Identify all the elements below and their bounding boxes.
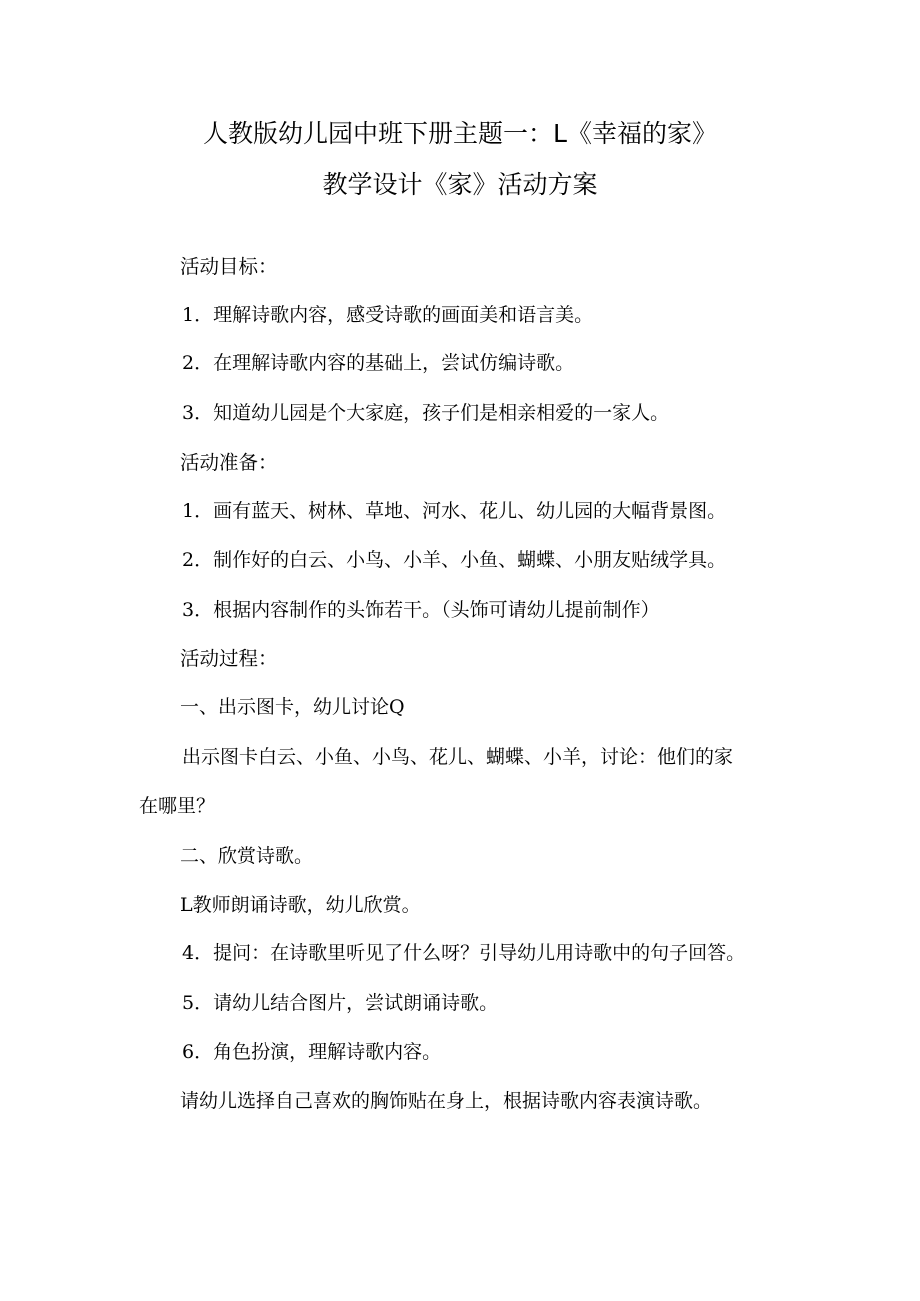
- document-title-line-2: 教学设计《家》活动方案: [322, 170, 598, 199]
- process-section-1-text-line-1: 出示图卡白云、小鱼、小鸟、花儿、蝴蝶、小羊，讨论：他们的家: [182, 746, 734, 768]
- process-section-2-title: 二、欣赏诗歌。: [180, 845, 314, 867]
- goal-item-1: 1．理解诗歌内容，感受诗歌的画面美和语言美。: [182, 304, 594, 326]
- goal-item-3: 3．知道幼儿园是个大家庭，孩子们是相亲相爱的一家人。: [182, 402, 670, 424]
- process-step-4: 4．提问：在诗歌里听见了什么呀？引导幼儿用诗歌中的句子回答。: [182, 942, 746, 964]
- document-title-line-1: 人教版幼儿园中班下册主题一：L《幸福的家》: [203, 119, 717, 148]
- process-heading: 活动过程：: [180, 647, 278, 670]
- process-step-5: 5．请幼儿结合图片，尝试朗诵诗歌。: [182, 992, 499, 1014]
- process-step-1: L教师朗诵诗歌，幼儿欣赏。: [180, 894, 421, 916]
- goals-heading: 活动目标：: [180, 255, 278, 278]
- process-section-1-title: 一、出示图卡，幼儿讨论Q: [180, 696, 405, 718]
- goal-item-2: 2．在理解诗歌内容的基础上，尝试仿编诗歌。: [182, 352, 575, 374]
- preparation-item-2: 2．制作好的白云、小鸟、小羊、小鱼、蝴蝶、小朋友贴绒学具。: [182, 549, 727, 571]
- preparation-item-3: 3．根据内容制作的头饰若干。（头饰可请幼儿提前制作）: [182, 599, 660, 621]
- preparation-heading: 活动准备：: [180, 451, 278, 474]
- process-step-6: 6．角色扮演，理解诗歌内容。: [182, 1041, 442, 1063]
- preparation-item-1: 1．画有蓝天、树林、草地、河水、花儿、幼儿园的大幅背景图。: [182, 500, 727, 522]
- process-closing: 请幼儿选择自己喜欢的胸饰贴在身上，根据诗歌内容表演诗歌。: [180, 1090, 713, 1112]
- process-section-1-text-line-2: 在哪里？: [139, 795, 216, 817]
